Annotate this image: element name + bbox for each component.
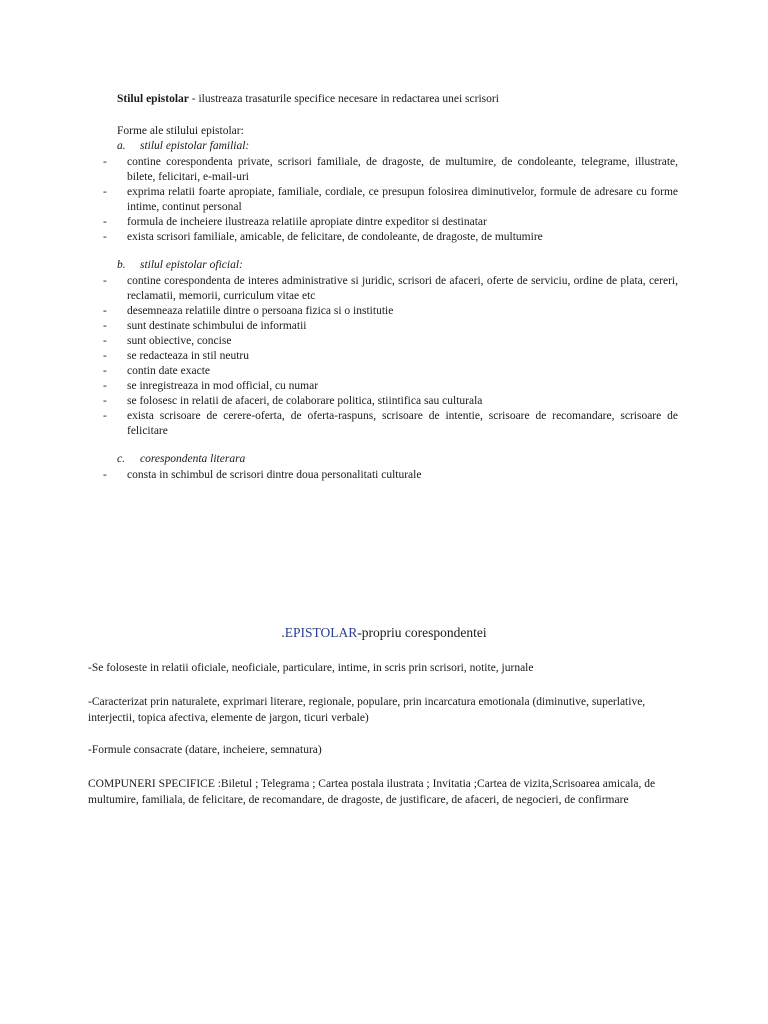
- section-c-list: [100, 468, 678, 483]
- compuneri-text: Biletul ; Telegrama ; Cartea postala ilustrata ; Invitatia ;Cartea de vizita,Scrisoarea amicala, de multumire, familiala, de felicitare, de recomandare, de dragoste, de justificare, de afaceri, de negocieri, de confirmare: [88, 778, 656, 806]
- list-item: - se inregistreaza in mod official, cu numar: [103, 380, 319, 392]
- list-item: - sunt destinate schimbului de informatii: [103, 320, 307, 332]
- list-item: - se redacteaza in stil neutru: [103, 350, 249, 362]
- list-item: - exista scrisori familiale, amicable, de felicitare, de condoleante, de dragoste, de multumire: [103, 231, 543, 243]
- list-item: - contin date exacte: [103, 365, 211, 377]
- intro-definition: - ilustreaza trasaturile specifice necesare in redactarea unei scrisori: [188, 93, 499, 105]
- section-b-list: [100, 274, 678, 439]
- intro-line: [117, 93, 499, 105]
- section-b-heading: b. stilul epistolar oficial:: [117, 259, 243, 271]
- list-item: - contine corespondenta private, scrisori familiale, de dragoste, de multumire, de condoleante, telegrame, illustrate, bilete, felicitari, e-mail-uri: [103, 156, 678, 183]
- list-item: - formula de incheiere ilustreaza relatiile apropiate dintre expeditor si destinatar: [103, 216, 487, 228]
- paragraph-compuneri: [88, 776, 678, 808]
- list-item: - exprima relatii foarte apropiate, familiale, cordiale, ce presupun folosirea diminutivelor, formule de adresare cu forme intime, continut personal: [103, 186, 678, 213]
- paragraph-characteristics: -Caracterizat prin naturalete, exprimari literare, regionale, populare, prin incarcatura emotionala (diminutive, superlative, interjectii, topica afectiva, elemente de jargon, ticuri verbale): [88, 696, 646, 724]
- list-item: - exista scrisoare de cerere-oferta, de oferta-raspuns, scrisoare de intentie, scrisoare de recomandare, scrisoare de felicitare: [103, 410, 678, 437]
- section-a-heading: a. stilul epistolar familial:: [117, 140, 250, 152]
- paragraph-usage: -Se foloseste in relatii oficiale, neoficiale, particulare, intime, in scris prin scrisori, notite, jurnale: [88, 662, 534, 674]
- section-a-list: [100, 155, 678, 245]
- list-item: - se folosesc in relatii de afaceri, de colaborare politica, stiintifica sau culturala: [103, 395, 483, 407]
- epistolar-heading: .EPISTOLAR-propriu corespondentei: [281, 625, 487, 640]
- forms-title: Forme ale stilului epistolar:: [117, 125, 244, 137]
- paragraph-formulas: -Formule consacrate (datare, incheiere, semnatura): [88, 744, 322, 756]
- intro-term: Stilul epistolar: [117, 93, 189, 105]
- list-item: - contine corespondenta de interes administrative si juridic, scrisori de afaceri, oferte de serviciu, ordine de plata, cereri, reclamatii, memorii, curriculum vitae etc: [103, 275, 678, 302]
- list-item: - sunt obiective, concise: [103, 335, 232, 347]
- list-item: - consta in schimbul de scrisori dintre doua personalitati culturale: [103, 469, 422, 481]
- section-c-heading: c. corespondenta literara: [117, 453, 246, 465]
- list-item: - desemneaza relatiile dintre o persoana fizica si o institutie: [103, 305, 394, 317]
- compuneri-lead: COMPUNERI SPECIFICE :: [88, 778, 221, 790]
- epistolar-word: EPISTOLAR: [284, 625, 358, 640]
